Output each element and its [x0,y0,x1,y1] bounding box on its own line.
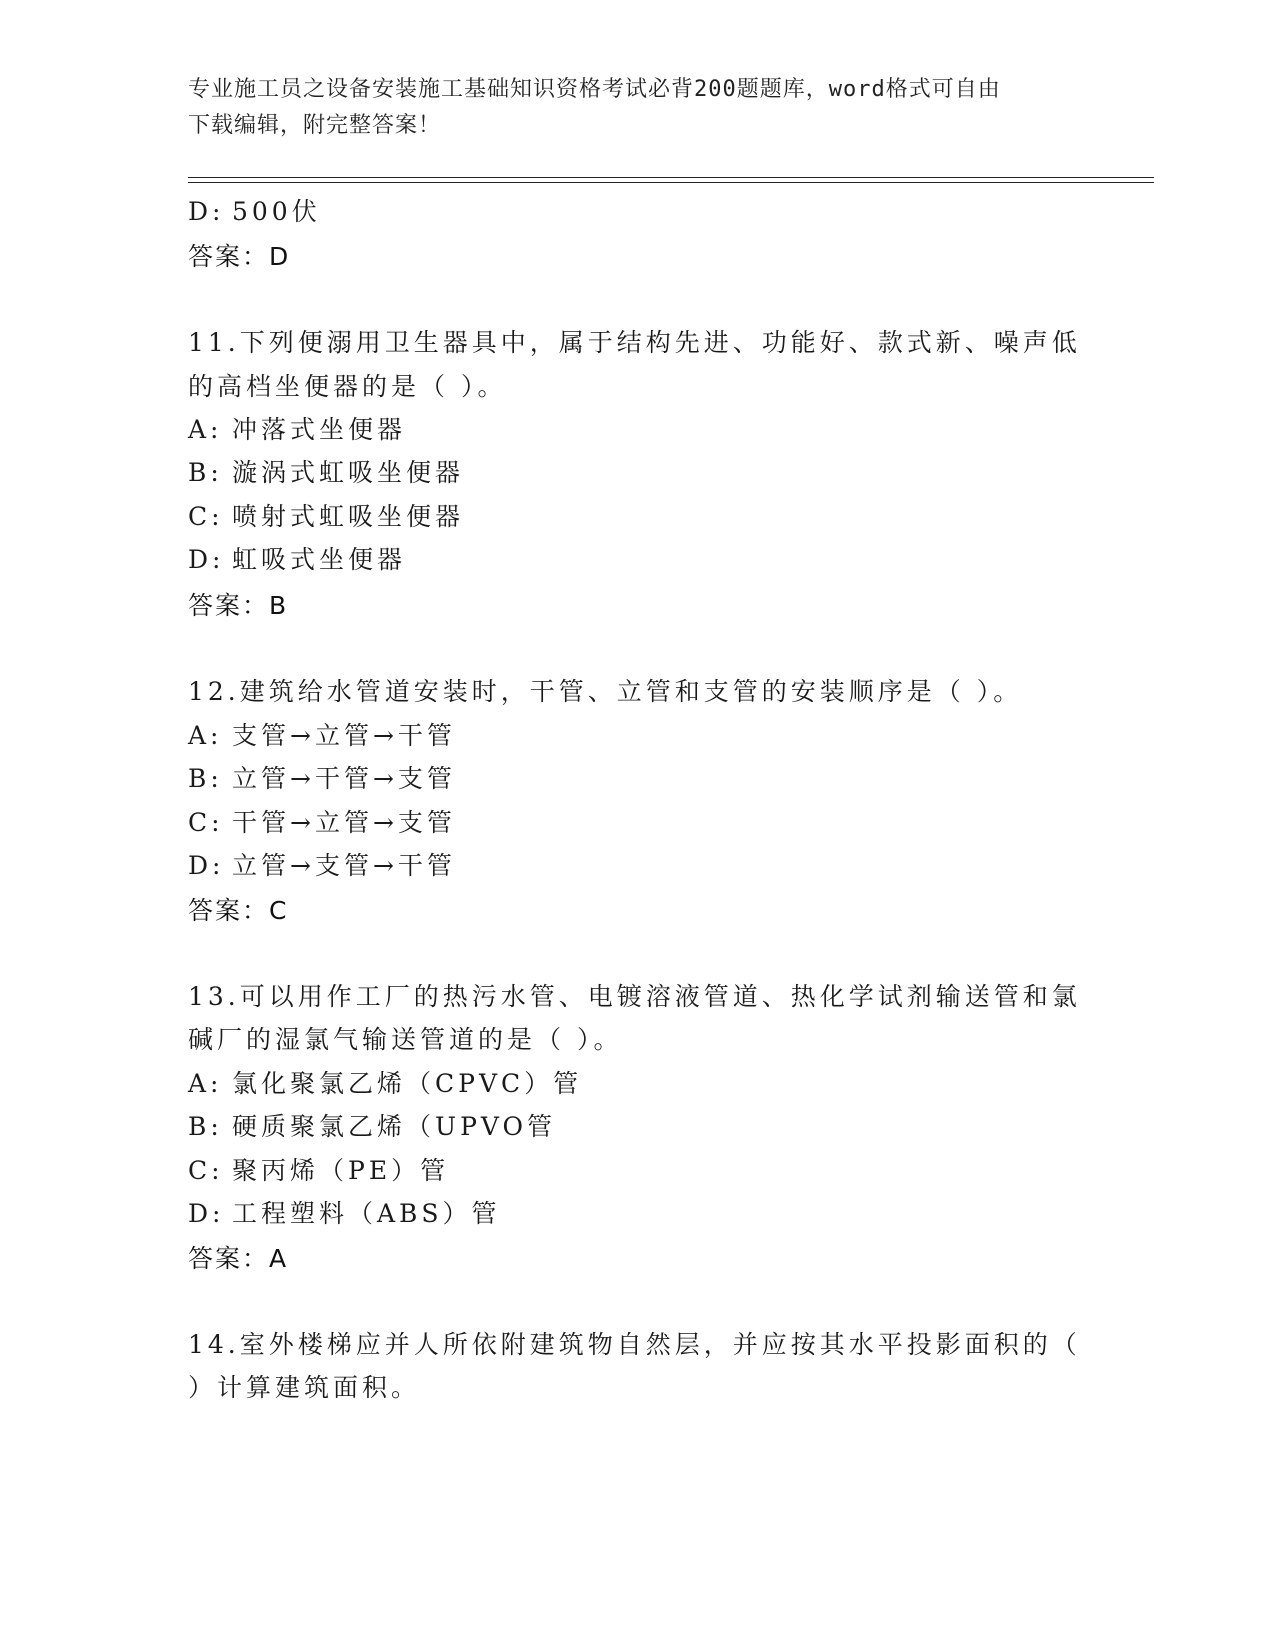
q13-stem-line-1: 13.可以用作工厂的热污水管、电镀溶液管道、热化学试剂输送管和氯 [188,982,1081,1011]
option-label: A: [188,415,223,444]
q11-stem-line-2: 的高档坐便器的是（ ）。 [188,372,507,401]
header-divider-bottom [188,182,1154,183]
q11-stem-line-1: 11.下列便溺用卫生器具中，属于结构先进、功能好、款式新、噪声低 [188,328,1081,357]
q14-stem-line-2: ）计算建筑面积。 [188,1373,421,1402]
option-label: A: [188,1069,223,1098]
q13-option-a [188,1064,582,1100]
option-label: D: [188,851,225,880]
q11-option-a [188,410,406,446]
q13-stem-line-2: 碱厂的湿氯气输送管道的是（ ）。 [188,1025,623,1054]
q13-option-c [188,1151,449,1187]
option-text: 工程塑料（ABS）管 [232,1199,501,1228]
option-label: B: [188,458,223,487]
q11-answer: 答案：B [188,591,289,620]
q12-option-b [188,759,456,795]
option-label: B: [188,764,223,793]
document-header [188,72,1068,144]
option-label: D: [188,545,225,574]
option-text: 喷射式虹吸坐便器 [232,502,465,531]
q13-option-d [188,1194,501,1230]
q14-stem-line-1: 14.室外楼梯应并人所依附建筑物自然层，并应按其水平投影面积的（ [188,1330,1081,1359]
header-line-2: 下载编辑，附完整答案！ [188,113,442,138]
q12-stem-line-1: 12.建筑给水管道安装时，干管、立管和支管的安装顺序是（ ）。 [188,677,1023,706]
q13-answer: 答案：A [188,1244,289,1273]
option-label: D: [188,1199,225,1228]
prev-answer: 答案：D [188,242,291,271]
option-text: 立管→支管→干管 [232,851,456,880]
q11-option-c [188,497,464,533]
option-text: 虹吸式坐便器 [232,545,407,574]
option-label: B: [188,1112,223,1141]
option-text: 硬质聚氯乙烯（UPVO管 [232,1112,557,1141]
option-text: 干管→立管→支管 [232,808,456,837]
option-label: C: [188,808,224,837]
header-divider-top [188,177,1154,178]
q12-option-c [188,803,456,839]
q12-option-d [188,846,456,882]
q12-answer: 答案：C [188,896,289,925]
option-label: A: [188,721,223,750]
option-label: C: [188,1156,224,1185]
option-text: 支管→立管→干管 [232,721,456,750]
option-text: 500伏 [232,197,321,226]
option-text: 漩涡式虹吸坐便器 [232,458,465,487]
q13-option-b [188,1107,556,1143]
header-line-1: 专业施工员之设备安装施工基础知识资格考试必背200题题库，word格式可自由 [188,77,1001,102]
q11-option-d [188,540,406,576]
q12-option-a [188,716,456,752]
prev-option-d [188,192,321,228]
option-text: 冲落式坐便器 [232,415,407,444]
option-label: C: [188,502,224,531]
option-text: 立管→干管→支管 [232,764,456,793]
option-text: 聚丙烯（PE）管 [232,1156,450,1185]
option-text: 氯化聚氯乙烯（CPVC）管 [232,1069,583,1098]
q11-option-b [188,453,464,489]
option-label: D: [188,197,225,226]
